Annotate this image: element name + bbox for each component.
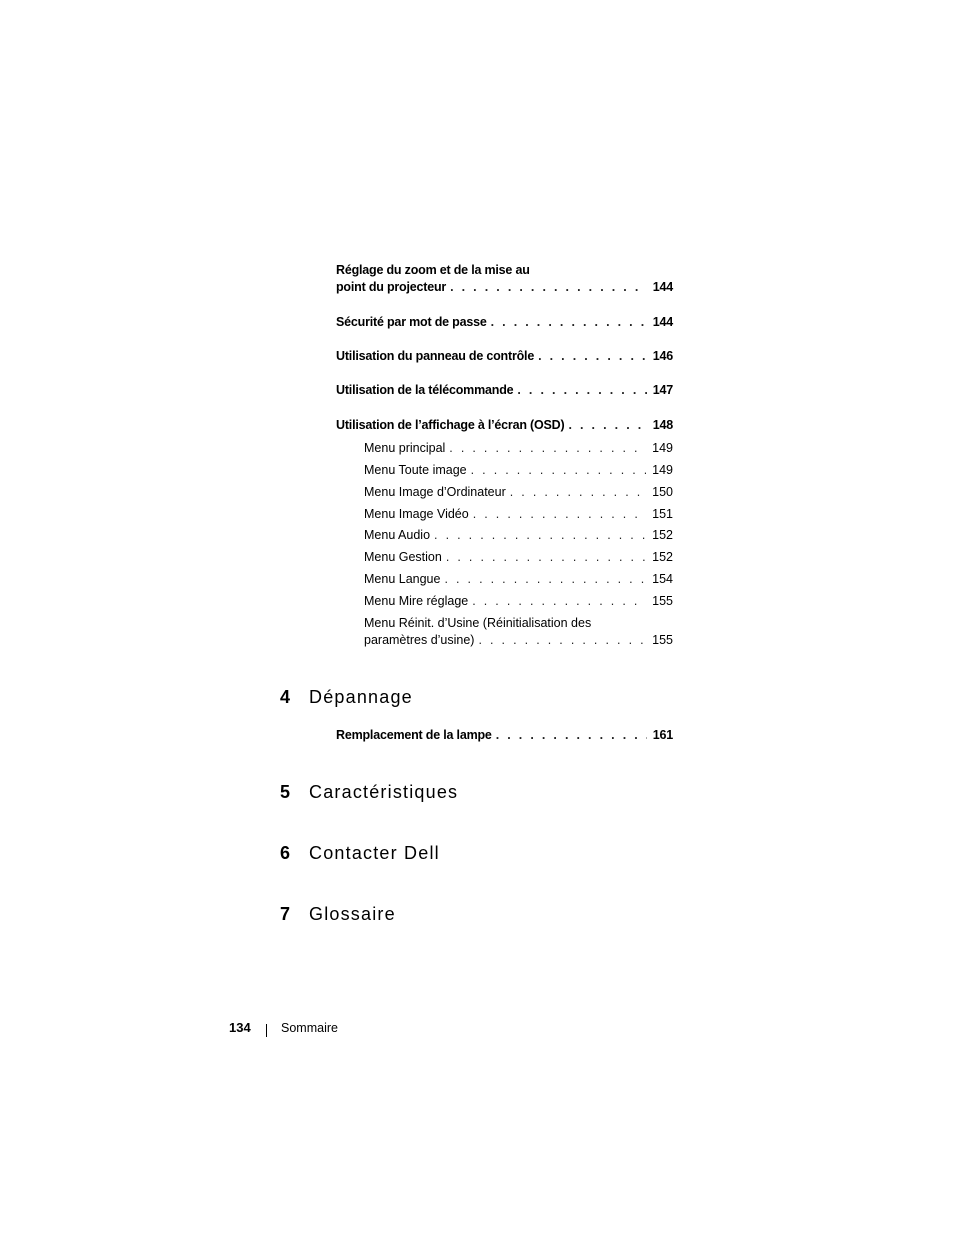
dot-leader: [491, 314, 647, 331]
toc-subentry-computer-image[interactable]: [364, 484, 673, 501]
dot-leader: [510, 484, 646, 501]
toc-page-number: 154: [652, 572, 673, 586]
chapter-number: 6: [280, 843, 291, 863]
dot-leader: [471, 462, 647, 479]
toc-page-number: 152: [652, 550, 673, 564]
toc-subentry-audio[interactable]: [364, 527, 673, 544]
toc-entry-text: Menu Image d’Ordinateur: [364, 485, 506, 499]
chapter-heading-specifications[interactable]: [280, 781, 458, 803]
toc-entry-password-security[interactable]: [336, 314, 673, 331]
toc-subentry-video-image[interactable]: [364, 506, 673, 523]
dot-leader: [496, 727, 647, 744]
toc-page-number: 155: [652, 594, 673, 608]
dot-leader: [446, 549, 646, 566]
toc-page-number: 152: [652, 528, 673, 542]
chapter-heading-glossary[interactable]: [280, 903, 396, 925]
toc-page-number: 148: [652, 418, 673, 432]
toc-page-number: 149: [652, 441, 673, 455]
toc-page-number: 144: [652, 315, 673, 329]
toc-page-number: 146: [652, 349, 673, 363]
toc-entry-text: Menu Gestion: [364, 550, 442, 564]
chapter-title: Contacter Dell: [309, 843, 440, 863]
footer-separator: [266, 1024, 267, 1037]
toc-entry-text-line1: Réglage du zoom et de la mise au: [336, 263, 530, 277]
toc-entry-text: Utilisation de la télécommande: [336, 383, 514, 397]
dot-leader: [538, 348, 647, 365]
toc-page-number: 144: [652, 280, 673, 294]
dot-leader: [517, 382, 646, 399]
chapter-number: 5: [280, 782, 291, 802]
toc-entry-text-line1: Menu Réinit. d’Usine (Réinitialisation des: [364, 616, 592, 630]
dot-leader: [473, 506, 646, 523]
footer-page-number: 134: [229, 1020, 251, 1035]
chapter-heading-troubleshooting[interactable]: [280, 686, 413, 708]
chapter-title: Caractéristiques: [309, 782, 459, 802]
toc-subentry-management[interactable]: [364, 549, 673, 566]
toc-page-number: 161: [652, 728, 673, 742]
toc-subentry-language[interactable]: [364, 571, 673, 588]
toc-subentry-main-menu[interactable]: [364, 440, 673, 457]
toc-entry-lamp-replacement[interactable]: [336, 727, 673, 744]
toc-entry-remote-control[interactable]: [336, 382, 673, 399]
toc-entry-osd[interactable]: [336, 417, 673, 434]
dot-leader: [434, 527, 646, 544]
toc-entry-text: Remplacement de la lampe: [336, 728, 492, 742]
chapter-number: 4: [280, 687, 291, 707]
toc-entry-text: Menu Langue: [364, 572, 441, 586]
toc-page-number: 155: [652, 633, 673, 647]
toc-entry-control-panel[interactable]: [336, 348, 673, 365]
toc-subentry-test-pattern[interactable]: [364, 593, 673, 610]
chapter-title: Dépannage: [309, 687, 413, 707]
toc-page-number: 150: [652, 485, 673, 499]
dot-leader: [472, 593, 646, 610]
toc-entry-text: Menu Image Vidéo: [364, 507, 469, 521]
footer-section-label: Sommaire: [281, 1021, 338, 1035]
toc-subentry-all-image[interactable]: [364, 462, 673, 479]
toc-entry-text: point du projecteur: [336, 280, 447, 294]
toc-page-number: 147: [652, 383, 673, 397]
toc-entry-text: Sécurité par mot de passe: [336, 315, 487, 329]
chapter-number: 7: [280, 904, 291, 924]
toc-entry-text: Menu principal: [364, 441, 446, 455]
toc-page-number: 151: [652, 507, 673, 521]
toc-subentry-factory-reset[interactable]: [364, 615, 673, 649]
dot-leader: [449, 440, 646, 457]
toc-entry-zoom-focus[interactable]: [336, 262, 673, 296]
toc-entry-text: Menu Mire réglage: [364, 594, 469, 608]
dot-leader: [450, 279, 647, 296]
dot-leader: [478, 632, 646, 649]
toc-entry-text: Menu Toute image: [364, 463, 467, 477]
chapter-heading-contact-dell[interactable]: [280, 842, 440, 864]
dot-leader: [568, 417, 646, 434]
toc-entry-text: Utilisation de l’affichage à l’écran (OSD): [336, 418, 565, 432]
dot-leader: [444, 571, 646, 588]
chapter-title: Glossaire: [309, 904, 396, 924]
toc-page-number: 149: [652, 463, 673, 477]
toc-entry-text: Utilisation du panneau de contrôle: [336, 349, 535, 363]
toc-entry-text: Menu Audio: [364, 528, 431, 542]
toc-entry-text: paramètres d’usine): [364, 633, 475, 647]
